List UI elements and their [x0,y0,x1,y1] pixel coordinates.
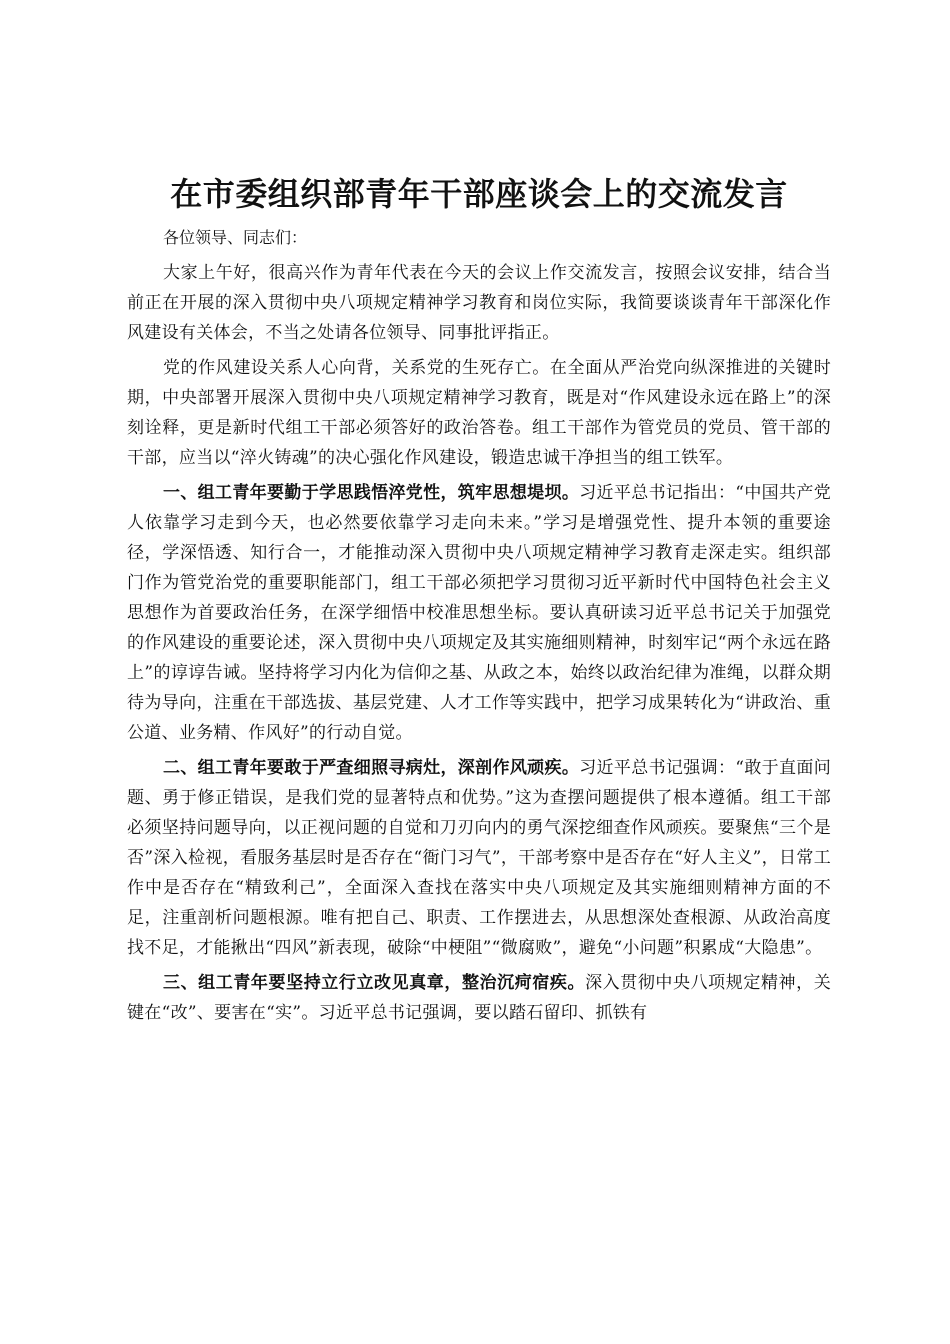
paragraph-text: 深入贯彻中央八项规定精神，关键在“改”、要害在“实”。习近平总书记强调，要以踏石留印、抓铁有 [127,973,831,1023]
paragraph-text: 大家上午好，很高兴作为青年代表在今天的会议上作交流发言，按照会议安排，结合当前正在开展的深入贯彻中央八项规定精神学习教育和岗位实际，我简要谈谈青年干部深化作风建设有关体会，不当之处请各位领导、同事批评指正。 [127,263,831,343]
paragraph-background [127,353,831,473]
paragraph-point-two [127,753,831,963]
section-heading: 一、组工青年要勤于学思践悟淬党性，筑牢思想堤坝。 [163,483,580,503]
paragraph-point-one [127,478,831,748]
section-heading: 二、组工青年要敢于严查细照寻病灶，深剖作风顽疾。 [163,758,580,778]
paragraph-text: 党的作风建设关系人心向背，关系党的生死存亡。在全面从严治党向纵深推进的关键时期，中央部署开展深入贯彻中央八项规定精神学习教育，既是对“作风建设永远在路上”的深刻诠释，更是新时代组工干部必须答好的政治答卷。组工干部作为管党员的党员、管干部的干部，应当以“淬火铸魂”的决心强化作风建设，锻造忠诚干净担当的组工铁军。 [127,358,831,468]
document-page [127,0,831,1028]
greeting: 各位领导、同志们： [163,228,308,247]
section-heading: 三、组工青年要坚持立行立改见真章，整治沉疴宿疾。 [163,973,586,993]
paragraph-intro [127,258,831,348]
paragraph-text: 习近平总书记指出：“中国共产党人依靠学习走到今天，也必然要依靠学习走向未来。”学习是增强党性、提升本领的重要途径，学深悟透、知行合一，才能推动深入贯彻中央八项规定精神学习教育走深走实。组织部门作为管党治党的重要职能部门，组工干部必须把学习贯彻习近平新时代中国特色社会主义思想作为首要政治任务，在深学细悟中校准思想坐标。要认真研读习近平总书记关于加强党的作风建设的重要论述，深入贯彻中央八项规定及其实施细则精神，时刻牢记“两个永远在路上”的谆谆告诫。坚持将学习内化为信仰之基、从政之本，始终以政治纪律为准绳，以群众期待为导向，注重在干部选拔、基层党建、人才工作等实践中，把学习成果转化为“讲政治、重公道、业务精、作风好”的行动自觉。 [127,483,831,743]
paragraph-point-three [127,968,831,1028]
paragraph-text: 习近平总书记强调：“敢于直面问题、勇于修正错误，是我们党的显著特点和优势。”这为查摆问题提供了根本遵循。组工干部必须坚持问题导向，以正视问题的自觉和刀刃向内的勇气深挖细查作风顽疾。要聚焦“三个是否”深入检视，看服务基层时是否存在“衙门习气”，干部考察中是否存在“好人主义”，日常工作中是否存在“精致利己”，全面深入查找在落实中央八项规定及其实施细则精神方面的不足，注重剖析问题根源。唯有把自己、职责、工作摆进去，从思想深处查根源、从政治高度找不足，才能揪出“四风”新表现，破除“中梗阻”“微腐败”，避免“小问题”积累成“大隐患”。 [127,758,831,958]
document-title: 在市委组织部青年干部座谈会上的交流发言 [170,175,788,213]
